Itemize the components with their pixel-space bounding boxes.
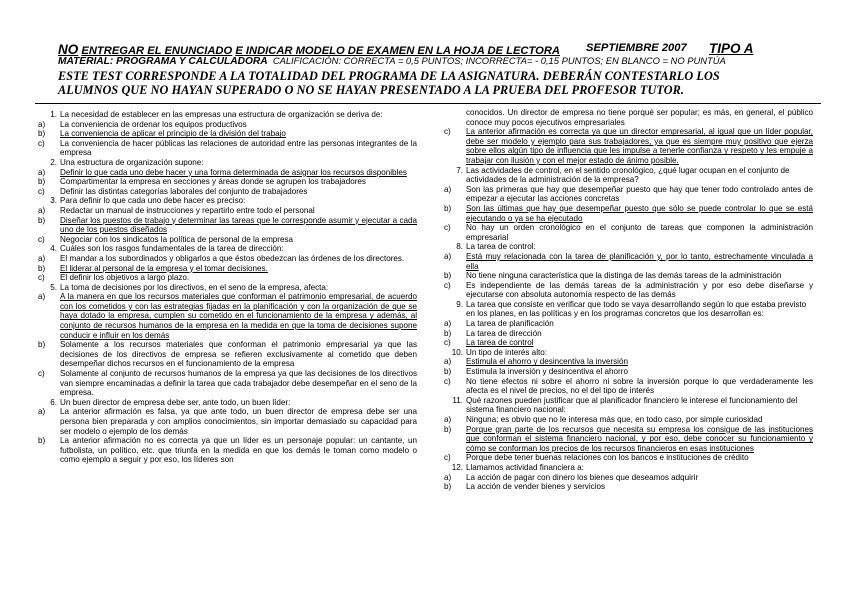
q12-option-a: a) La acción de pagar con dinero los bienes que deseamos adquirir xyxy=(444,472,699,482)
q8-option-a: a) Está muy relacionada con la tarea de planificación y, por lo tanto, estrechamente vinculada a ella xyxy=(444,251,813,271)
exam-type: TIPO A xyxy=(709,41,754,56)
question-6: 6. Un buen director de empresa debe ser, ante todo, un buen líder: xyxy=(50,397,291,407)
q5-option-b: b) Solamente a los recursos materiales que conforman el patrimonio empresarial ya que las decisiones de los directivos de empresa se refieren exclusivamente al cometido que deben desempeñar dichos recursos en el funcionamiento de la empresa xyxy=(38,340,417,369)
q6-option-b: b) La anterior afirmación no es correcta ya que un líder es un personaje popular: un cantante, un futbolista, un político, etc. que triunfa en la medida en que los demás le toman como modelo o como ejemplo a seguir y por eso, los líderes son xyxy=(38,436,417,465)
q8-option-b: b) No tiene ninguna característica que la distinga de las demás tareas de la administración xyxy=(444,271,782,281)
question-10: 10. Un tipo de interés alto: xyxy=(451,347,547,357)
scoring-label: CALIFICACIÓN: CORRECTA = 0,5 PUNTOS; INCORRECTA= - 0,15 PUNTOS; EN BLANCO = NO PUNTÚA xyxy=(272,55,726,66)
exam-notice: ESTE TEST CORRESPONDE A LA TOTALIDAD DEL PROGRAMA DE LA ASIGNATURA. DEBERÁN CONTESTARLO LOS ALUMNOS QUE NO HAYAN SUPERADO O NO SE HAYAN PRESENTADO A LA PRUEBA DEL PROFESOR TUTOR. xyxy=(58,69,720,97)
q11-option-a: a) Ninguna; es obvio que no le interesa más que, en todo caso, por simple curiosidad xyxy=(444,415,763,424)
q11-option-b: b) Porque gran parte de los recursos que necesita su empresa los consigue de las instituciones que conforman el sistema financiero nacional, y por eso, debe conocer su funcionamiento y cómo se conforman los precios de los recursos financieros en esas instituciones xyxy=(444,424,813,453)
q3-option-b: b) Diseñar los puestos de trabajo y determinar las tareas que le corresponde asumir y ejecutar a cada uno de los puestos diseñados xyxy=(38,215,417,235)
question-4: 4. Cuáles son los rasgos fundamentales de la tarea de dirección: xyxy=(50,244,284,254)
right-column xyxy=(441,108,813,492)
q9-option-c: c) La tarea de control xyxy=(444,338,534,348)
q10-option-b: b) Estimula la inversión y desincentiva el ahorro xyxy=(444,367,628,377)
q3-option-c: c) Negociar con los sindicatos la política de personal de la empresa xyxy=(38,234,294,244)
material-line xyxy=(58,55,726,67)
question-7: 7. Las actividades de control, en el sentido cronológico, ¿qué lugar ocupan en el conjunto de actividades de la administración de la empresa? xyxy=(456,165,790,185)
q6-option-b-continued: conocidos. Un director de empresa no tiene porqué ser popular; es más, en general, el público conoce muy pocos ejecutivos empresariales xyxy=(466,108,813,127)
q2-option-a: a) Definir lo que cada uno debe hacer y una forma determinada de asignar los recursos disponibles xyxy=(38,167,407,177)
q4-option-b: b) El liderar al personal de la empresa y el tomar decisiones. xyxy=(38,263,268,273)
question-2: 2. Una estructura de organización supone: xyxy=(50,157,204,167)
q6-option-a: a) La anterior afirmación es falsa, ya que ante todo, un buen director de empresa debe ser una persona bien preparada y con amplios conocimientos, sin importar demasiado su capacidad para ser modelo o ejemplo de los demás xyxy=(38,407,417,436)
exam-date: SEPTIEMBRE 2007 xyxy=(586,42,687,54)
q1-option-b: b) La conveniencia de aplicar el principio de la división del trabajo xyxy=(38,129,286,139)
q11-option-c: c) Porque debe tener buenas relaciones con los bancos e instituciones de crédito xyxy=(444,453,749,463)
q7-option-c: c) No hay un orden cronológico en el conjunto de tareas que componen la administración empresarial xyxy=(444,223,813,242)
header-divider xyxy=(35,103,821,104)
no-label: NO xyxy=(58,42,79,57)
q4-option-a: a) El mandar a los subordinados y obligarlos a que éstos obedezcan las órdenes de los directores. xyxy=(38,253,405,263)
material-label: MATERIAL: PROGRAMA Y CALCULADORA xyxy=(58,56,268,67)
q10-option-c: c) No tiene efectos ni sobre el ahorro ni sobre la inversión porque lo que verdaderamente les afecta es el nivel de precios, no el del tipo de interés xyxy=(444,376,813,396)
q8-option-c: c) Es independiente de las demás tareas de la administración y por eso debe diseñarse y ejecutarse con absoluta autonomía respecto de las demás xyxy=(444,280,813,300)
q7-option-a: a) Son las primeras que hay que desempeñar puesto que hay que tener todo controlado antes de empezar a ejecutar las acciones concretas xyxy=(444,184,813,204)
q9-option-b: b) La tarea de dirección xyxy=(444,328,542,338)
left-column xyxy=(35,110,417,465)
q2-option-b: b) Compartimentar la empresa en secciones y áreas donde se agrupen los trabajadores xyxy=(38,177,366,187)
q10-option-a: a) Estimula el ahorro y desincentiva la inversión xyxy=(444,357,628,367)
question-9: 9. La tarea que consiste en verificar que todo se vaya desarrollando según lo que estaba previsto en los planes, en las políticas y en los programas concretos que los desarrollan es: xyxy=(456,299,807,319)
question-8: 8. La tarea de control: xyxy=(456,242,536,252)
q5-option-c: c) Solamente al conjunto de recursos humanos de la empresa ya que las decisiones de los directivos van siempre encaminadas a definir la tarea que cada trabajador debe desempeñar en el seno de la empresa. xyxy=(38,369,417,398)
q1-option-a: a) La conveniencia de ordenar los equipos productivos xyxy=(38,119,247,129)
q5-option-a: a) A la manera en que los recursos materiales que conforman el patrimonio empresarial, de acuerdo con los cometidos y con las estrategias fijadas en la planificación y con la organización de que se haya dotado la empresa, cumplen su cometido en el funcionamiento de la empresa y además, al conjunto de recursos humanos de la empresa en la medida en que la toma de decisiones supone conducir e influir en los demás xyxy=(38,292,417,340)
question-1: 1. La necesidad de establecer en las empresas una estructura de organización se deriva de: xyxy=(50,110,383,119)
instruction-part2: E INDICAR MODELO DE EXAMEN EN LA HOJA DE LECTORA xyxy=(235,45,560,57)
q6-option-c: c) La anterior afirmación es correcta ya que un director empresarial, al igual que un líder popular, debe ser modelo y ejemplo para sus trabajadores, ya que es siempre muy positivo que ejerza sobre ellos algún tipo de influencia que les impulse a tenerle confianza y respeto y les empuje a trabajar con ilusión y con el mejor estado de ánimo posible. xyxy=(444,127,813,165)
q7-option-b: b) Son las últimas que hay que desempeñar puesto que sólo se puede controlar lo que se está ejecutando o ya se ha ejecutado xyxy=(444,203,813,223)
q12-option-b: b) La acción de vender bienes y servicios xyxy=(444,482,606,492)
question-11: 11. Qué razones pueden justificar que al planificador financiero le interese el funcionamiento del sistema financiero nacional: xyxy=(452,395,798,415)
q4-option-c: c) El definir los objetivos a largo plazo. xyxy=(38,273,190,283)
question-5: 5. La toma de decisiones por los directivos, en el seno de la empresa, afecta: xyxy=(50,282,329,292)
q9-option-a: a) La tarea de planificación xyxy=(444,319,554,329)
question-3: 3. Para definir lo que cada uno debe hacer es preciso: xyxy=(50,196,246,206)
question-12: 12. Llamamos actividad financiera a: xyxy=(451,462,584,472)
instruction-part1: ENTREGAR EL ENUNCIADO xyxy=(81,45,233,57)
q1-option-c: c) La conveniencia de hacer públicas las relaciones de autoridad entre las personas integrantes de la empresa xyxy=(38,138,417,158)
q2-option-c: c) Definir las distintas categorías laborales del conjunto de trabajadores xyxy=(38,186,308,196)
q3-option-a: a) Redactar un manual de instrucciones y repartirlo entre todo el personal xyxy=(38,205,315,215)
